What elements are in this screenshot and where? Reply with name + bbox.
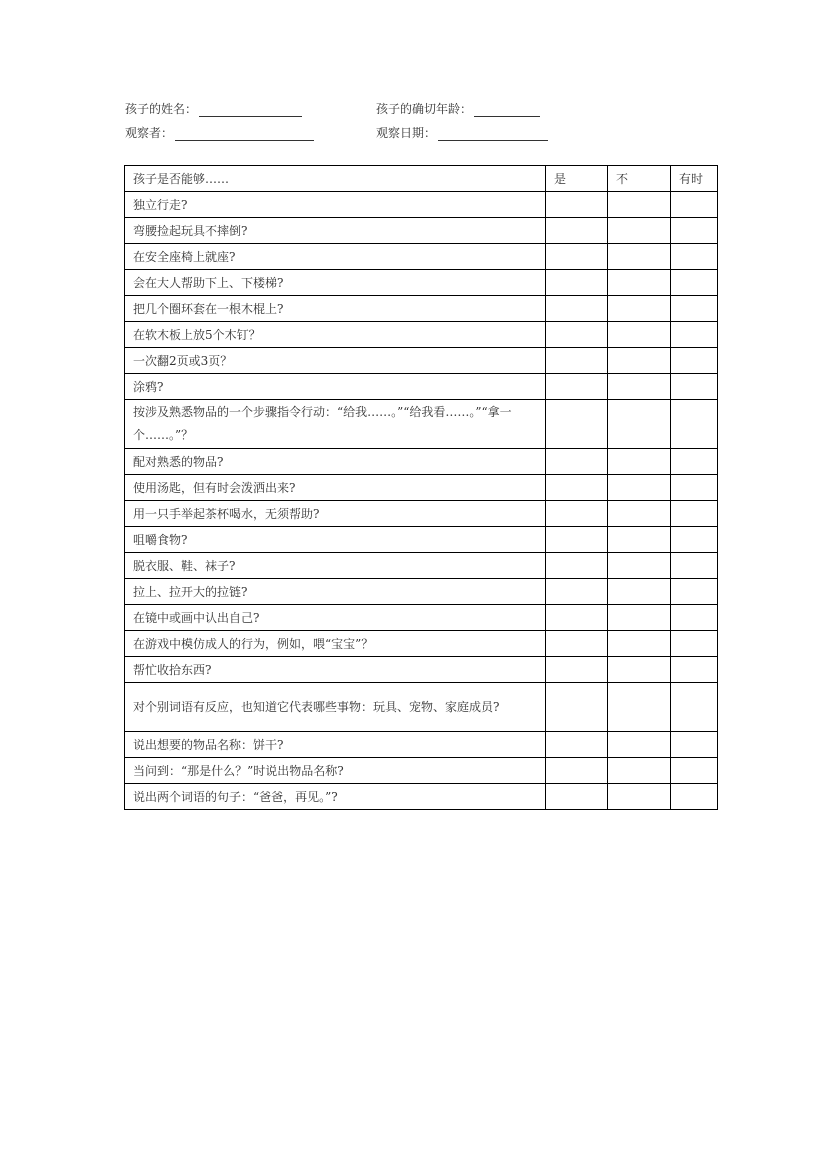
table-row	[125, 400, 718, 449]
yes-cell[interactable]	[546, 400, 608, 449]
table-row	[125, 192, 718, 218]
question-cell: 脱衣服、鞋、袜子?	[125, 553, 546, 579]
yes-cell[interactable]	[546, 553, 608, 579]
no-cell[interactable]	[608, 322, 671, 348]
table-row	[125, 501, 718, 527]
question-cell: 对个别词语有反应，也知道它代表哪些事物：玩具、宠物、家庭成员?	[125, 683, 546, 732]
table-row	[125, 553, 718, 579]
table-row	[125, 374, 718, 400]
yes-cell[interactable]	[546, 527, 608, 553]
no-cell[interactable]	[608, 192, 671, 218]
table-row	[125, 475, 718, 501]
table-row	[125, 449, 718, 475]
sometimes-cell[interactable]	[671, 296, 718, 322]
sometimes-cell[interactable]	[671, 374, 718, 400]
no-cell[interactable]	[608, 475, 671, 501]
sometimes-cell[interactable]	[671, 657, 718, 683]
yes-cell[interactable]	[546, 683, 608, 732]
question-cell: 当问到：“那是什么？”时说出物品名称?	[125, 758, 546, 784]
column-header-sometimes: 有时	[671, 166, 718, 192]
sometimes-cell[interactable]	[671, 348, 718, 374]
sometimes-cell[interactable]	[671, 400, 718, 449]
sometimes-cell[interactable]	[671, 732, 718, 758]
question-cell: 拉上、拉开大的拉链?	[125, 579, 546, 605]
sometimes-cell[interactable]	[671, 784, 718, 810]
no-cell[interactable]	[608, 553, 671, 579]
child-name-label: 孩子的姓名：	[125, 102, 198, 116]
no-cell[interactable]	[608, 683, 671, 732]
yes-cell[interactable]	[546, 348, 608, 374]
table-row	[125, 527, 718, 553]
column-header-question: 孩子是否能够……	[125, 166, 546, 192]
yes-cell[interactable]	[546, 270, 608, 296]
no-cell[interactable]	[608, 348, 671, 374]
child-name-input-line[interactable]	[199, 103, 302, 117]
no-cell[interactable]	[608, 296, 671, 322]
observer-input-line[interactable]	[175, 127, 314, 141]
question-cell: 在游戏中模仿成人的行为，例如，喂“宝宝”？	[125, 631, 546, 657]
no-cell[interactable]	[608, 400, 671, 449]
sometimes-cell[interactable]	[671, 527, 718, 553]
question-cell: 说出想要的物品名称：饼干?	[125, 732, 546, 758]
sometimes-cell[interactable]	[671, 244, 718, 270]
observe-date-label: 观察日期：	[376, 126, 437, 140]
no-cell[interactable]	[608, 374, 671, 400]
column-header-no: 不	[608, 166, 671, 192]
sometimes-cell[interactable]	[671, 270, 718, 296]
table-row	[125, 218, 718, 244]
question-cell: 按涉及熟悉物品的一个步骤指令行动：“给我……。”“给我看……。”“拿一个……。”？	[125, 400, 546, 449]
table-row	[125, 348, 718, 374]
no-cell[interactable]	[608, 579, 671, 605]
yes-cell[interactable]	[546, 449, 608, 475]
table-row	[125, 244, 718, 270]
sometimes-cell[interactable]	[671, 449, 718, 475]
table-row	[125, 322, 718, 348]
sometimes-cell[interactable]	[671, 192, 718, 218]
question-cell: 咀嚼食物?	[125, 527, 546, 553]
sometimes-cell[interactable]	[671, 322, 718, 348]
question-cell: 说出两个词语的句子：“爸爸，再见。”?	[125, 784, 546, 810]
no-cell[interactable]	[608, 449, 671, 475]
no-cell[interactable]	[608, 657, 671, 683]
yes-cell[interactable]	[546, 244, 608, 270]
question-cell: 在镜中或画中认出自己?	[125, 605, 546, 631]
yes-cell[interactable]	[546, 501, 608, 527]
question-cell: 一次翻2页或3页？	[125, 348, 546, 374]
checklist-table	[124, 165, 718, 810]
question-cell: 涂鸦?	[125, 374, 546, 400]
table-row	[125, 579, 718, 605]
yes-cell[interactable]	[546, 605, 608, 631]
sometimes-cell[interactable]	[671, 553, 718, 579]
question-cell: 会在大人帮助下上、下楼梯?	[125, 270, 546, 296]
question-cell: 帮忙收拾东西?	[125, 657, 546, 683]
table-header-row	[125, 166, 718, 192]
table-row	[125, 605, 718, 631]
sometimes-cell[interactable]	[671, 605, 718, 631]
yes-cell[interactable]	[546, 475, 608, 501]
question-cell: 弯腰捡起玩具不摔倒?	[125, 218, 546, 244]
observe-date-input-line[interactable]	[438, 127, 548, 141]
table-row	[125, 784, 718, 810]
yes-cell[interactable]	[546, 784, 608, 810]
no-cell[interactable]	[608, 784, 671, 810]
question-cell: 独立行走?	[125, 192, 546, 218]
no-cell[interactable]	[608, 605, 671, 631]
observe-date-field	[376, 124, 548, 141]
yes-cell[interactable]	[546, 296, 608, 322]
sometimes-cell[interactable]	[671, 218, 718, 244]
no-cell[interactable]	[608, 527, 671, 553]
no-cell[interactable]	[608, 218, 671, 244]
sometimes-cell[interactable]	[671, 475, 718, 501]
table-row	[125, 270, 718, 296]
sometimes-cell[interactable]	[671, 501, 718, 527]
yes-cell[interactable]	[546, 579, 608, 605]
question-cell: 把几个圈环套在一根木棍上?	[125, 296, 546, 322]
table-row	[125, 758, 718, 784]
yes-cell[interactable]	[546, 374, 608, 400]
header-row-1	[125, 100, 725, 118]
question-cell: 在软木板上放5个木钉？	[125, 322, 546, 348]
no-cell[interactable]	[608, 244, 671, 270]
no-cell[interactable]	[608, 758, 671, 784]
table-row	[125, 657, 718, 683]
sometimes-cell[interactable]	[671, 631, 718, 657]
sometimes-cell[interactable]	[671, 683, 718, 732]
yes-cell[interactable]	[546, 192, 608, 218]
child-name-field	[125, 100, 302, 117]
no-cell[interactable]	[608, 631, 671, 657]
sometimes-cell[interactable]	[671, 579, 718, 605]
question-cell: 配对熟悉的物品?	[125, 449, 546, 475]
child-age-field	[376, 100, 540, 117]
child-age-input-line[interactable]	[474, 103, 540, 117]
observer-field	[125, 124, 314, 141]
table-row	[125, 732, 718, 758]
question-cell: 在安全座椅上就座?	[125, 244, 546, 270]
observer-label: 观察者：	[125, 126, 174, 140]
no-cell[interactable]	[608, 732, 671, 758]
no-cell[interactable]	[608, 501, 671, 527]
sometimes-cell[interactable]	[671, 758, 718, 784]
yes-cell[interactable]	[546, 631, 608, 657]
header-row-2	[125, 124, 725, 142]
column-header-yes: 是	[546, 166, 608, 192]
yes-cell[interactable]	[546, 758, 608, 784]
child-age-label: 孩子的确切年龄：	[376, 102, 473, 116]
question-cell: 使用汤匙，但有时会泼洒出来?	[125, 475, 546, 501]
yes-cell[interactable]	[546, 218, 608, 244]
yes-cell[interactable]	[546, 657, 608, 683]
no-cell[interactable]	[608, 270, 671, 296]
table-row	[125, 683, 718, 732]
yes-cell[interactable]	[546, 732, 608, 758]
table-row	[125, 296, 718, 322]
yes-cell[interactable]	[546, 322, 608, 348]
question-cell: 用一只手举起茶杯喝水，无须帮助?	[125, 501, 546, 527]
table-row	[125, 631, 718, 657]
